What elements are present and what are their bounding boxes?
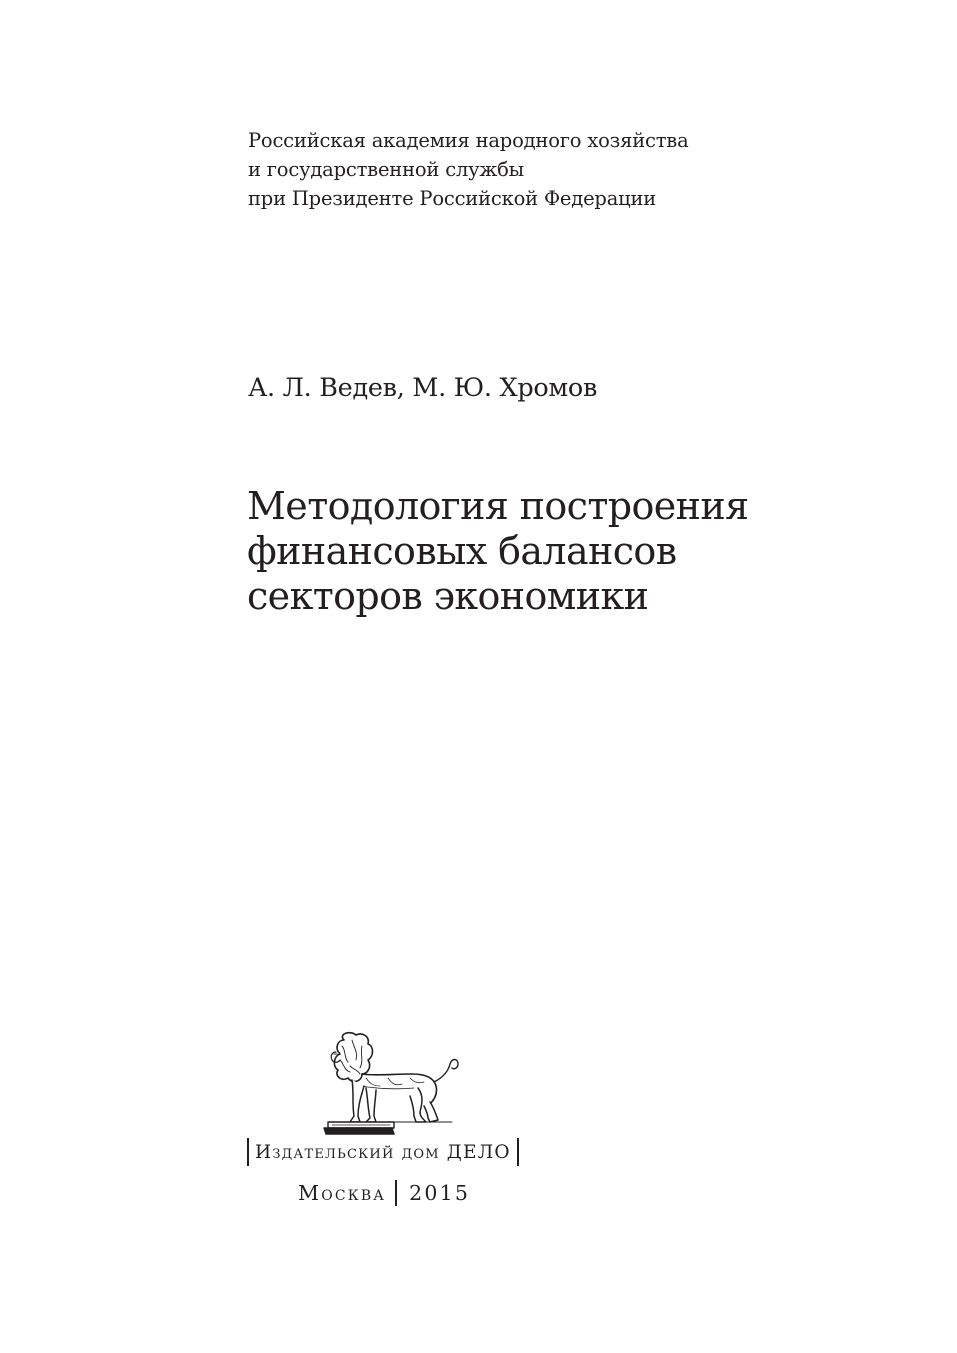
place-and-year xyxy=(298,1180,470,1206)
authors: А. Л. Ведев, М. Ю. Хромов xyxy=(248,373,598,403)
institution-line: Российская академия народного хозяйства xyxy=(248,129,689,152)
publisher-imprint xyxy=(247,1138,519,1166)
title-line: Методология построения xyxy=(247,484,749,528)
book-title xyxy=(247,484,847,619)
lion-on-books-icon xyxy=(322,1030,462,1140)
publisher-name: Издательский дом ДЕЛО xyxy=(255,1141,511,1163)
publication-city: Москва xyxy=(298,1181,387,1205)
institution-line: при Президенте Российской Федерации xyxy=(248,187,657,210)
publication-year: 2015 xyxy=(409,1181,471,1205)
institution-line: и государственной службы xyxy=(248,158,524,181)
publisher-right-bar xyxy=(517,1138,519,1166)
title-line: финансовых балансов xyxy=(247,529,677,573)
title-line: секторов экономики xyxy=(247,574,649,618)
imprint-separator xyxy=(395,1180,397,1206)
institution-name xyxy=(248,126,768,213)
